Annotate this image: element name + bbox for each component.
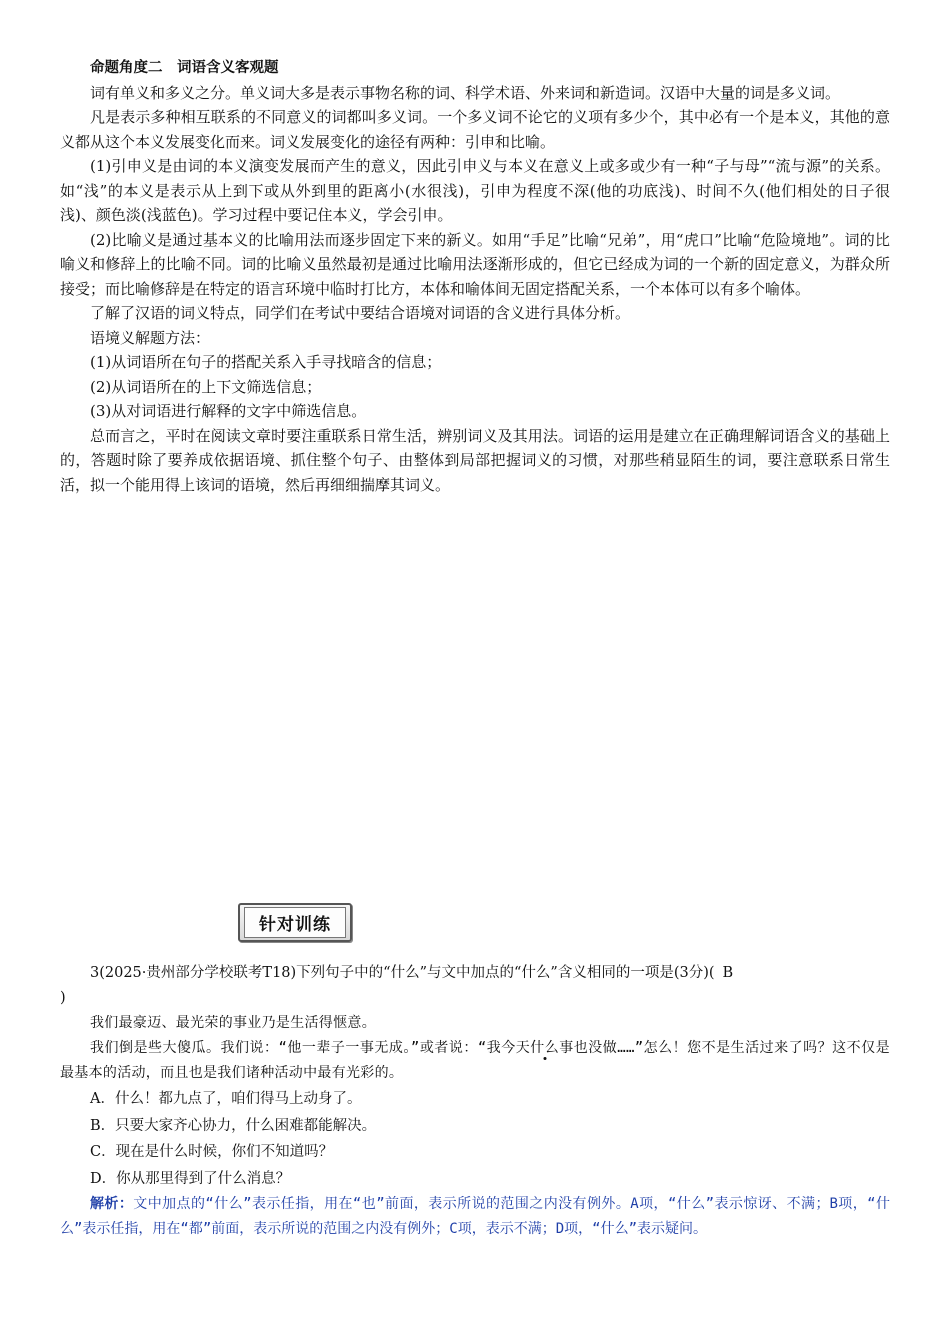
- analysis-label: 解析：: [90, 1196, 134, 1212]
- exercise-question: [60, 961, 890, 1242]
- theory-section: [60, 56, 890, 497]
- paragraph: (1)从词语所在句子的搭配关系入手寻找暗含的信息；: [90, 353, 442, 371]
- question-stem-close: ): [60, 990, 66, 1006]
- option-a: A．什么！都九点了，咱们得马上动身了。: [90, 1091, 362, 1107]
- analysis: [60, 1192, 890, 1242]
- option-c: C．现在是什么时候，你们不知道吗？: [90, 1144, 334, 1160]
- dotted-word: 什么: [530, 1040, 560, 1056]
- paragraph: 语境义解题方法：: [90, 328, 211, 347]
- paragraph: (3)从对词语进行解释的文字中筛选信息。: [90, 402, 367, 420]
- paragraph: 了解了汉语的词义特点，同学们在考试中要结合语境对词语的含义进行具体分析。: [90, 304, 631, 322]
- paragraph: (1)引申义是由词的本义演变发展而产生的意义，因此引申义与本义在意义上或多或少有一种“子与母”“流与源”的关系。如“浅”的本义是表示从上到下或从外到里的距离小(水很浅)，引申为程度不深(他的功底浅)、时间不久(他们相处的日子很浅)、颜色淡(浅蓝色)。学习过程中要记住本义，学会引申。: [60, 157, 890, 224]
- option-d: D．你从那里得到了什么消息？: [90, 1170, 291, 1187]
- practice-banner-label: 针对训练: [244, 907, 346, 938]
- question-stem: [60, 961, 890, 986]
- quoted-passage: 我们倒是些大傻瓜。我们说：“他一辈子一事无成。”或者说：“我今天什么事也没做……”怎么！您不是生活过来了吗？这不仅是最基本的活动，而且也是我们诸种活动中最有光彩的。: [60, 1040, 890, 1081]
- question-stem-text: 3(2025·贵州部分学校联考T18)下列句子中的“什么”与文中加点的“什么”含义相同的一项是(3分)(: [90, 965, 715, 981]
- quoted-passage: 我们最豪迈、最光荣的事业乃是生活得惬意。: [90, 1015, 376, 1031]
- section-title: 命题角度二 词语含义客观题: [90, 60, 279, 76]
- analysis-text: 文中加点的“什么”表示任指，用在“也”前面，表示所说的范围之内没有例外。A项，“什么”表示惊讶、不满；B项，“什么”表示任指，用在“都”前面，表示所说的范围之内没有例外；C项，表示不满；D项，“什么”表示疑问。: [60, 1196, 891, 1237]
- answer-letter: B: [722, 965, 734, 981]
- option-b: B．只要大家齐心协力，什么困难都能解决。: [90, 1117, 377, 1134]
- practice-banner: [238, 903, 352, 942]
- paragraph: (2)比喻义是通过基本义的比喻用法而逐步固定下来的新义。如用“手足”比喻“兄弟”，用“虎口”比喻“危险境地”。词的比喻义和修辞上的比喻不同。词的比喻义虽然最初是通过比喻用法逐渐形成的，但它已经成为词的一个新的固定意义，为群众所接受；而比喻修辞是在特定的语言环境中临时打比方，本体和喻体间无固定搭配关系，一个本体可以有多个喻体。: [60, 230, 890, 298]
- paragraph: 凡是表示多种相互联系的不同意义的词都叫多义词。一个多义词不论它的义项有多少个，其中必有一个是本义，其他的意义都从这个本义发展变化而来。词义发展变化的途径有两种：引申和比喻。: [60, 108, 890, 151]
- paragraph: 词有单义和多义之分。单义词大多是表示事物名称的词、科学术语、外来词和新造词。汉语中大量的词是多义词。: [90, 83, 841, 102]
- paragraph: (2)从词语所在的上下文筛选信息；: [90, 377, 322, 396]
- paragraph: 总而言之，平时在阅读文章时要注重联系日常生活，辨别词义及其用法。词语的运用是建立在正确理解词语含义的基础上的，答题时除了要养成依据语境、抓住整个句子、由整体到局部把握词义的习惯，对那些稍显陌生的词，要注意联系日常生活，拟一个能用得上该词的语境，然后再细细揣摩其词义。: [60, 426, 890, 494]
